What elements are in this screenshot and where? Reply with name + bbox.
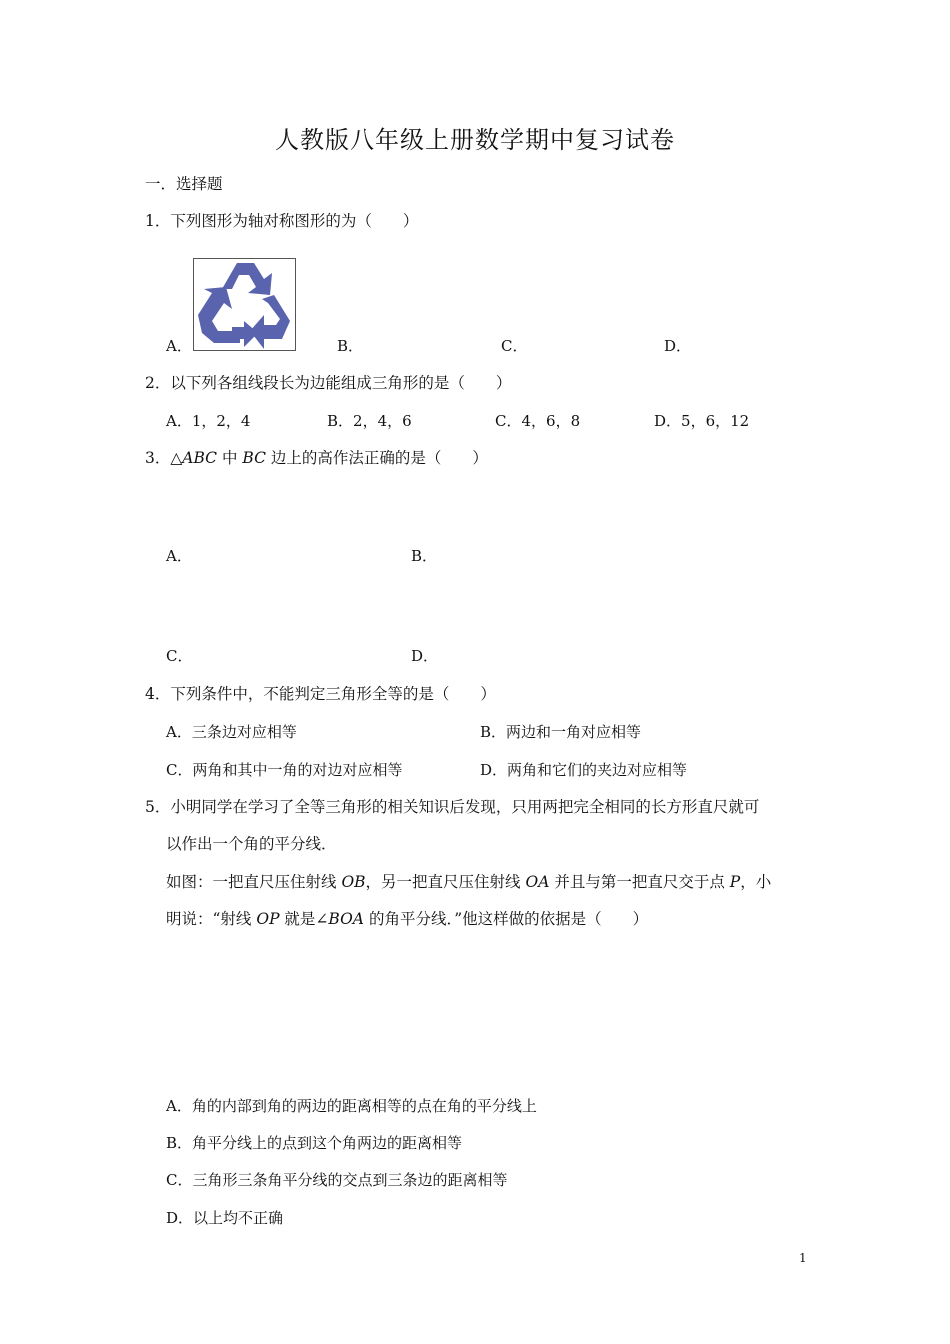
question-5-text: ，另一把直尺压住射线	[365, 873, 526, 891]
question-2-option-a: A．1，2，4	[166, 412, 251, 430]
question-3-stem-prefix: 3．△	[145, 449, 183, 467]
question-3-option-c: C．	[166, 647, 193, 665]
question-2-option-d: D．5，6，12	[654, 412, 750, 430]
question-5-option-c: C．三角形三条角平分线的交点到三条边的距离相等	[166, 1171, 508, 1189]
question-1-option-b: B．	[337, 337, 364, 355]
question-1-stem: 1．下列图形为轴对称图形的为（ ）	[145, 212, 419, 230]
question-5-line-4	[166, 909, 648, 929]
question-3-side-bc: BC	[242, 449, 266, 467]
question-5-text: 明说：“射线	[166, 910, 257, 928]
question-3-stem-mid: 中	[217, 449, 243, 467]
question-4-option-c: C．两角和其中一角的对边对应相等	[166, 761, 403, 779]
ray-ob-label: OB	[341, 873, 366, 891]
question-5-text: ，小	[740, 873, 772, 891]
question-5-option-d: D．以上均不正确	[166, 1209, 284, 1227]
question-5-text: 的角平分线．”他这样做的依据是（ ）	[364, 910, 649, 928]
question-1-option-c: C．	[501, 337, 528, 355]
question-2-option-b: B．2，4，6	[327, 412, 412, 430]
ray-op-label: OP	[256, 910, 280, 928]
question-2-option-c: C．4，6，8	[495, 412, 581, 430]
ray-oa-label: OA	[525, 873, 550, 891]
question-5-text: 并且与第一把直尺交于点	[549, 873, 730, 891]
question-1-figure	[193, 258, 296, 351]
question-5-text: 如图：一把直尺压住射线	[166, 873, 342, 891]
question-3-option-b: B．	[411, 547, 438, 565]
section-heading: 一．选择题	[145, 175, 223, 193]
question-4-option-b: B．两边和一角对应相等	[480, 723, 642, 741]
question-3-stem-suffix: 边上的高作法正确的是（ ）	[265, 449, 488, 467]
point-p-label: P	[729, 873, 741, 891]
page-number: 1	[799, 1251, 807, 1265]
question-3-option-d: D．	[411, 647, 439, 665]
question-5-line-1: 5．小明同学在学习了全等三角形的相关知识后发现，只用两把完全相同的长方形直尺就可	[145, 798, 760, 816]
question-5-option-b: B．角平分线上的点到这个角两边的距离相等	[166, 1134, 463, 1152]
question-3-triangle-abc: ABC	[182, 449, 218, 467]
question-5-text: 就是∠	[279, 910, 329, 928]
question-5-line-2: 以作出一个角的平分线．	[166, 835, 337, 853]
question-2-stem: 2．以下列各组线段长为边能组成三角形的是（ ）	[145, 374, 512, 392]
question-4-stem: 4．下列条件中，不能判定三角形全等的是（ ）	[145, 685, 496, 703]
question-1-option-a: A．	[166, 337, 192, 355]
recycle-icon	[194, 259, 295, 350]
question-4-option-a: A．三条边对应相等	[166, 723, 297, 741]
question-4-option-d: D．两角和它们的夹边对应相等	[480, 761, 688, 779]
angle-boa-label: BOA	[328, 910, 365, 928]
question-5-line-3	[166, 872, 771, 892]
question-1-option-d: D．	[664, 337, 692, 355]
question-3-stem	[145, 448, 488, 468]
question-3-option-a: A．	[166, 547, 192, 565]
question-5-option-a: A．角的内部到角的两边的距离相等的点在角的平分线上	[166, 1097, 537, 1115]
page-title: 人教版八年级上册数学期中复习试卷	[275, 126, 675, 154]
